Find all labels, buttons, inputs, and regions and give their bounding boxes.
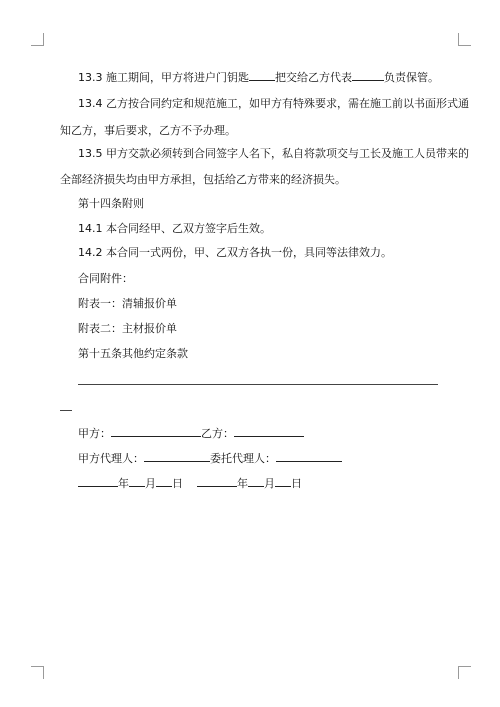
agent-b-blank xyxy=(276,450,342,462)
attachment-2: 附表二：主材报价单 xyxy=(78,322,177,335)
crop-mark-bottom-left xyxy=(31,666,44,679)
other-terms-blank-line xyxy=(78,384,438,385)
date-a-month-blank xyxy=(129,475,145,487)
clause-13-4-line2: 知乙方，事后要求，乙方不予办理。 xyxy=(60,124,236,137)
party-a-blank xyxy=(111,425,201,437)
clause-14-1: 14.1 本合同经甲、乙双方签字后生效。 xyxy=(78,222,271,235)
crop-mark-top-right xyxy=(458,33,471,46)
clause-13-3-part1: 13.3 施工期间，甲方将进户门钥匙 xyxy=(78,71,249,84)
signature-agents-row xyxy=(78,450,342,466)
date-b-day-blank xyxy=(275,475,291,487)
agent-b-label: 委托代理人： xyxy=(210,452,276,465)
clause-13-5-line2: 全部经济损失均由甲方承担，包括给乙方带来的经济损失。 xyxy=(60,173,346,186)
other-terms-blank-line-end xyxy=(60,410,72,411)
clause-13-3 xyxy=(78,69,439,85)
clause-13-3-part2: 把交给乙方代表 xyxy=(275,71,352,84)
party-b-label: 乙方： xyxy=(201,427,234,440)
blank-representative xyxy=(352,69,384,81)
party-a-label: 甲方： xyxy=(78,427,111,440)
date-b-year-label: 年 xyxy=(237,477,248,490)
date-b-day-label: 日 xyxy=(291,477,302,490)
date-a-year-blank xyxy=(78,475,118,487)
agent-a-blank xyxy=(144,450,210,462)
date-a-day-label: 日 xyxy=(172,477,183,490)
date-a-day-blank xyxy=(156,475,172,487)
attachment-1: 附表一：清辅报价单 xyxy=(78,297,177,310)
date-b-month-blank xyxy=(248,475,264,487)
clause-13-5-line1: 13.5 甲方交款必须转到合同签字人名下，私自将款项交与工长及施工人员带来的 xyxy=(78,147,469,160)
agent-a-label: 甲方代理人： xyxy=(78,452,144,465)
crop-mark-top-left xyxy=(31,33,44,46)
clause-13-3-part3: 负责保管。 xyxy=(384,71,439,84)
attachments-title: 合同附件： xyxy=(78,272,133,285)
signature-parties-row xyxy=(78,425,304,441)
clause-13-4-line1: 13.4 乙方按合同约定和规范施工，如甲方有特殊要求，需在施工前以书面形式通 xyxy=(78,97,469,110)
date-b-year-blank xyxy=(197,475,237,487)
article-15-title: 第十五条其他约定条款 xyxy=(78,347,188,360)
party-b-blank xyxy=(234,425,304,437)
date-b-month-label: 月 xyxy=(264,477,275,490)
signature-date-row xyxy=(78,475,302,491)
date-a-month-label: 月 xyxy=(145,477,156,490)
date-a-year-label: 年 xyxy=(118,477,129,490)
article-14-title: 第十四条附则 xyxy=(78,197,144,210)
crop-mark-bottom-right xyxy=(458,666,471,679)
clause-14-2: 14.2 本合同一式两份，甲、乙双方各执一份，具同等法律效力。 xyxy=(78,246,392,259)
blank-key-count xyxy=(249,69,275,81)
